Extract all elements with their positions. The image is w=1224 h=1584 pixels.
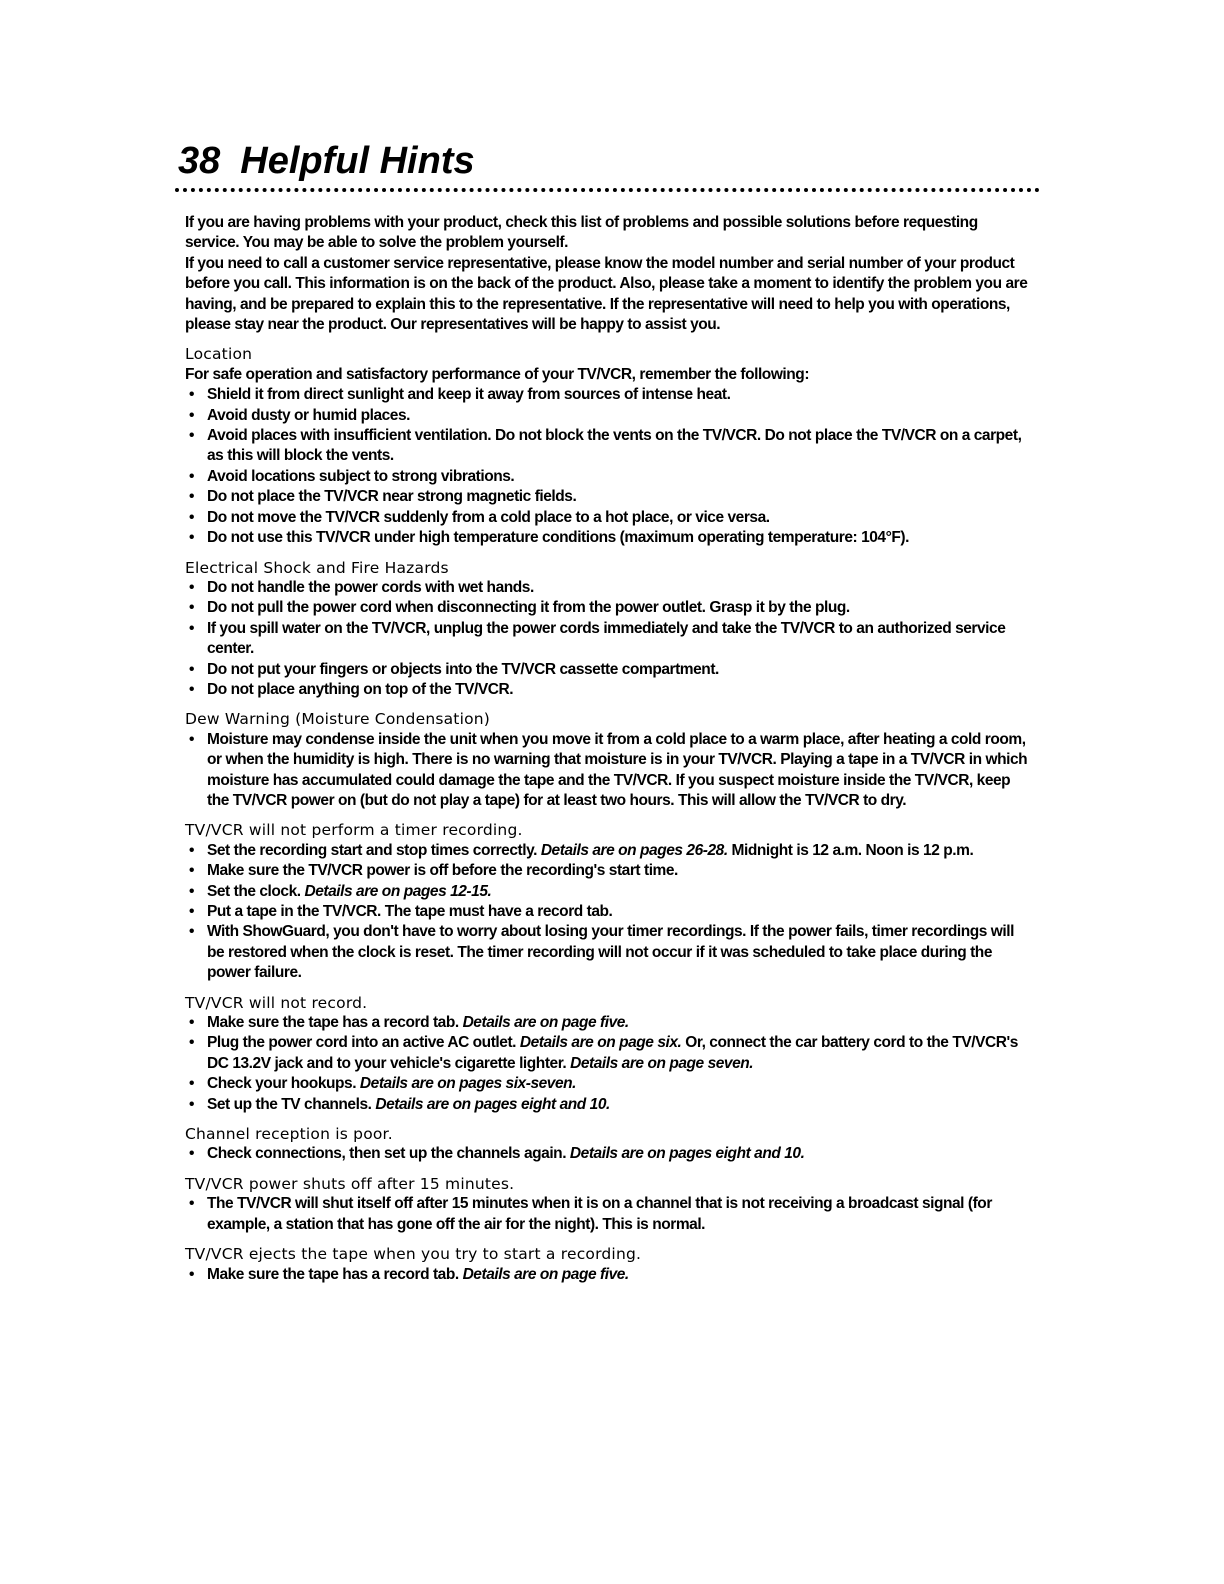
section-power-shuts-off — [185, 1174, 1030, 1235]
dotted-divider — [175, 188, 1040, 192]
list-item — [185, 1013, 1030, 1033]
item-text: Avoid dusty or humid places. — [207, 406, 410, 424]
section-heading: Channel reception is poor. — [185, 1125, 393, 1144]
page-reference: Details are on pages six-seven. — [359, 1075, 576, 1093]
list-item — [185, 426, 1030, 467]
list-item — [185, 487, 1030, 507]
item-text: Set up the TV channels. — [207, 1095, 376, 1113]
list-item — [185, 1033, 1030, 1074]
page-reference: Details are on page five. — [462, 1014, 629, 1032]
list-item — [185, 1194, 1030, 1235]
intro-paragraph: If you need to call a customer service representative, please know the model number and serial number of your product before you call. This information is on the back of the product. Also, please take a moment to identify the problem you are having, and be prepared to explain this to the representative. If the representative will need to help you with operations, please stay near the product. Our representatives will be happy to assist you. — [185, 254, 1028, 334]
item-text: If you spill water on the TV/VCR, unplug the power cords immediately and take the TV/VCR to an authorized service center. — [207, 619, 1006, 658]
page-title — [178, 140, 475, 183]
item-text: Plug the power cord into an active AC outlet. — [207, 1034, 520, 1052]
item-text: Do not move the TV/VCR suddenly from a cold place to a hot place, or vice versa. — [207, 508, 770, 526]
intro — [185, 213, 1030, 335]
item-text: With ShowGuard, you don't have to worry about losing your timer recordings. If the power fails, timer recordings will be restored when the clock is reset. The timer recording will not occur if it was scheduled to take place during the power failure. — [207, 923, 1014, 982]
list-item — [185, 578, 1030, 598]
list-item — [185, 467, 1030, 487]
list-item — [185, 528, 1030, 548]
item-text: Do not use this TV/VCR under high temperature conditions (maximum operating temperature: 104°F). — [207, 529, 909, 547]
page-reference: Details are on pages 26-28. — [540, 841, 728, 859]
bullet-list — [185, 385, 1030, 548]
bullet-list — [185, 1265, 1030, 1285]
bullet-list — [185, 730, 1030, 812]
bullet-list — [185, 841, 1030, 984]
item-text: Check your hookups. — [207, 1075, 360, 1093]
item-text: Moisture may condense inside the unit when you move it from a cold place to a warm place, after heating a cold room, or when the humidity is high. There is no warning that moisture is in your TV/VCR. Playing a tape in a TV/VCR in which moisture has accumulated could damage the tape and the TV/VCR. If you suspect moisture inside the TV/VCR, keep the TV/VCR power on (but do not play a tape) for at least two hours. This will allow the TV/VCR to dry. — [207, 730, 1028, 809]
intro-paragraph: If you are having problems with your product, check this list of problems and possible solutions before requesting service. You may be able to solve the problem yourself. — [185, 214, 978, 252]
item-text: Do not pull the power cord when disconnecting it from the power outlet. Grasp it by the plug. — [207, 599, 850, 617]
list-item — [185, 508, 1030, 528]
list-item — [185, 841, 1030, 861]
section-heading: TV/VCR will not perform a timer recording. — [185, 821, 523, 840]
section-heading: TV/VCR will not record. — [185, 993, 368, 1012]
section-location — [185, 344, 1030, 548]
section-heading: TV/VCR ejects the tape when you try to start a recording. — [185, 1245, 642, 1264]
item-text: Put a tape in the TV/VCR. The tape must have a record tab. — [207, 903, 613, 920]
bullet-list — [185, 1013, 1030, 1115]
section-heading: Dew Warning (Moisture Condensation) — [185, 710, 491, 729]
item-text: Do not handle the power cords with wet hands. — [207, 578, 534, 596]
list-item — [185, 680, 1030, 700]
bullet-list — [185, 1194, 1030, 1235]
page-title-text: Helpful Hints — [240, 140, 475, 182]
item-text: Do not place anything on top of the TV/VCR. — [207, 680, 514, 698]
list-item — [185, 1074, 1030, 1094]
item-text: Shield it from direct sunlight and keep it away from sources of intense heat. — [207, 386, 731, 404]
bullet-list — [185, 578, 1030, 700]
list-item — [185, 406, 1030, 426]
page-reference: Details are on pages eight and 10. — [569, 1145, 805, 1163]
list-item — [185, 882, 1030, 902]
item-text: Set the recording start and stop times correctly. — [207, 841, 541, 859]
list-item — [185, 922, 1030, 983]
section-ejects-tape — [185, 1244, 1030, 1285]
page-number: 38 — [178, 140, 221, 182]
item-text: Avoid places with insufficient ventilation. Do not block the vents on the TV/VCR. Do not place the TV/VCR on a carpet, as this will block the vents. — [207, 427, 1022, 465]
list-item — [185, 1144, 1030, 1164]
item-text: Make sure the tape has a record tab. — [207, 1265, 463, 1283]
page-reference: Details are on page five. — [462, 1265, 629, 1283]
list-item — [185, 902, 1030, 922]
item-text: Make sure the TV/VCR power is off before the recording's start time. — [207, 862, 678, 880]
list-item — [185, 730, 1030, 812]
list-item — [185, 660, 1030, 680]
section-lead: For safe operation and satisfactory performance of your TV/VCR, remember the following: — [185, 365, 810, 383]
section-timer-recording — [185, 820, 1030, 983]
page-reference: Details are on page seven. — [570, 1054, 754, 1072]
item-tail: Midnight is 12 a.m. Noon is 12 p.m. — [727, 841, 974, 859]
list-item — [185, 1265, 1030, 1285]
item-text: Check connections, then set up the channels again. — [207, 1145, 570, 1163]
section-electrical — [185, 558, 1030, 701]
hints-content — [185, 213, 1030, 1285]
section-channel-reception — [185, 1124, 1030, 1165]
section-will-not-record — [185, 993, 1030, 1115]
item-text: The TV/VCR will shut itself off after 15 minutes when it is on a channel that is not receiving a broadcast signal (for example, a station that has gone off the air for the night). This is normal. — [207, 1195, 992, 1233]
section-heading: TV/VCR power shuts off after 15 minutes. — [185, 1174, 515, 1193]
list-item — [185, 385, 1030, 405]
section-dew-warning — [185, 709, 1030, 811]
page-reference: Details are on pages 12-15. — [304, 882, 492, 900]
section-heading: Location — [185, 345, 253, 364]
list-item — [185, 861, 1030, 881]
item-text: Do not place the TV/VCR near strong magnetic fields. — [207, 488, 577, 506]
page-reference: Details are on page six. — [519, 1034, 682, 1052]
list-item — [185, 598, 1030, 618]
list-item — [185, 619, 1030, 660]
item-text: Do not put your fingers or objects into the TV/VCR cassette compartment. — [207, 660, 719, 678]
page-reference: Details are on pages eight and 10. — [375, 1095, 610, 1113]
item-text: Set the clock. — [207, 882, 305, 900]
item-tail: Or, connect the car battery cord to the TV/VCR's DC 13.2V jack and to your vehicle's cigarette lighter. — [207, 1034, 1018, 1072]
list-item — [185, 1095, 1030, 1115]
bullet-list — [185, 1144, 1030, 1164]
item-text: Avoid locations subject to strong vibrations. — [207, 467, 515, 485]
item-text: Make sure the tape has a record tab. — [207, 1014, 463, 1032]
section-heading: Electrical Shock and Fire Hazards — [185, 558, 449, 577]
